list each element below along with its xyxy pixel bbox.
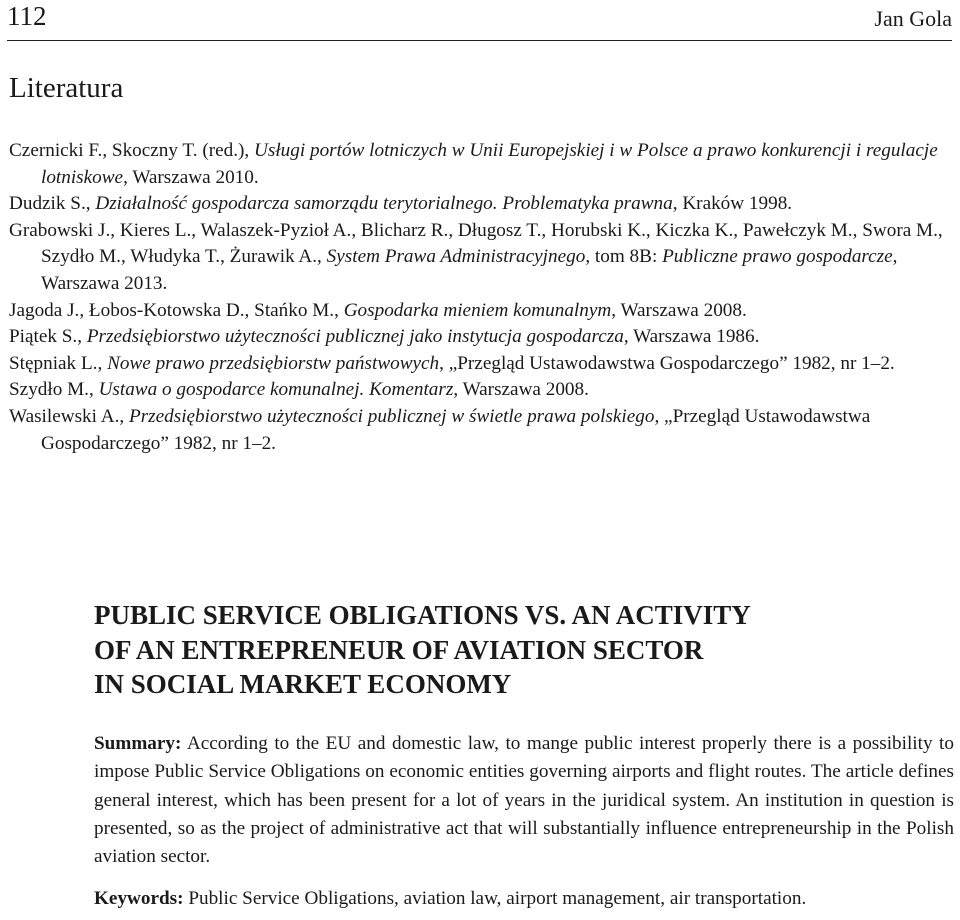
- entry-title: Działalność gospodarcza samorządu terytorialnego. Problematyka prawna: [95, 193, 673, 215]
- entry-title: System Prawa Administracyjnego: [326, 246, 586, 268]
- entry-title: Przedsiębiorstwo użyteczności publicznej jako instytucja gospodarcza: [86, 326, 624, 348]
- entry-details: , Warszawa 1986.: [623, 326, 760, 348]
- entry-details: , Warszawa 2008.: [611, 299, 747, 321]
- article-title: [94, 598, 854, 702]
- entry-title: Gospodarka mieniem komunalnym: [343, 299, 612, 321]
- keywords-label: Keywords:: [94, 888, 184, 909]
- summary-text: According to the EU and domestic law, to mange public interest properly there is a possibility to impose Public Service Obligations on economic entities governing airports and flight routes. The article defines general interest, which has been present for a lot of years in the juridical system. An institution in question is presented, so as the project of administrative act that will substantially influence entrepreneurship in the Polish aviation sector.: [94, 733, 954, 868]
- running-header: [7, 0, 952, 41]
- entry-authors: Piątek S.,: [9, 326, 87, 348]
- bibliography-entry: [9, 138, 954, 191]
- entry-authors: Dudzik S.,: [9, 193, 96, 215]
- entry-details: , Warszawa 2008.: [453, 379, 589, 401]
- entry-details: , tom 8B:: [585, 246, 663, 268]
- entry-title: Usługi portów lotniczych w Unii Europejskiej i w Polsce a prawo konkurencji i regulacje lotniskowe: [41, 140, 938, 188]
- entry-authors: Stępniak L.,: [9, 352, 108, 374]
- entry-authors: Szydło M.,: [9, 379, 99, 401]
- summary-paragraph: [94, 730, 954, 871]
- entry-details: , Kraków 1998.: [672, 193, 793, 215]
- bibliography-list: [9, 138, 954, 457]
- entry-authors: Wasilewski A.,: [9, 405, 129, 427]
- bibliography-entry: [9, 298, 954, 325]
- entry-authors: Grabowski J., Kieres L., Walaszek-Pyzioł A., Blicharz R., Długosz T., Horubski K., Kiczka K., Pawełczyk M., Swora M., Szydło M., Włudyka T., Żurawik A.,: [9, 219, 943, 268]
- entry-subtitle: Publiczne prawo gospodarcze: [662, 246, 893, 268]
- entry-title: Ustawa o gospodarce komunalnej. Komentarz: [98, 379, 454, 401]
- article-title-line: PUBLIC SERVICE OBLIGATIONS VS. AN ACTIVITY: [94, 600, 751, 630]
- keywords-text: Public Service Obligations, aviation law, airport management, air transportation.: [188, 888, 807, 909]
- bibliography-entry: [9, 218, 954, 298]
- entry-title: Przedsiębiorstwo użyteczności publicznej w świetle prawa polskiego: [128, 405, 655, 427]
- page-number: 112: [7, 1, 47, 31]
- summary-label: Summary:: [94, 733, 182, 754]
- keywords-paragraph: [94, 885, 959, 913]
- section-title: Literatura: [9, 72, 124, 104]
- running-author: Jan Gola: [874, 6, 952, 31]
- bibliography-entry: [9, 324, 954, 351]
- entry-authors: Jagoda J., Łobos-Kotowska D., Stańko M.,: [9, 299, 344, 321]
- entry-details: , „Przegląd Ustawodawstwa Gospodarczego” 1982, nr 1–2.: [439, 352, 895, 374]
- entry-details: , Warszawa 2010.: [123, 166, 259, 188]
- article-title-line: OF AN ENTREPRENEUR OF AVIATION SECTOR: [94, 634, 704, 665]
- bibliography-entry: [9, 404, 954, 457]
- article-title-line: IN SOCIAL MARKET ECONOMY: [94, 669, 512, 699]
- entry-details: , Warszawa 2013.: [41, 246, 898, 294]
- bibliography-entry: [9, 351, 954, 378]
- entry-details: , „Przegląd Ustawodawstwa Gospodarczego” 1982, nr 1–2.: [41, 405, 871, 454]
- entry-authors: Czernicki F., Skoczny T. (red.),: [9, 140, 254, 161]
- entry-title: Nowe prawo przedsiębiorstw państwowych: [107, 352, 440, 374]
- bibliography-entry: [9, 191, 954, 218]
- bibliography-entry: [9, 377, 954, 404]
